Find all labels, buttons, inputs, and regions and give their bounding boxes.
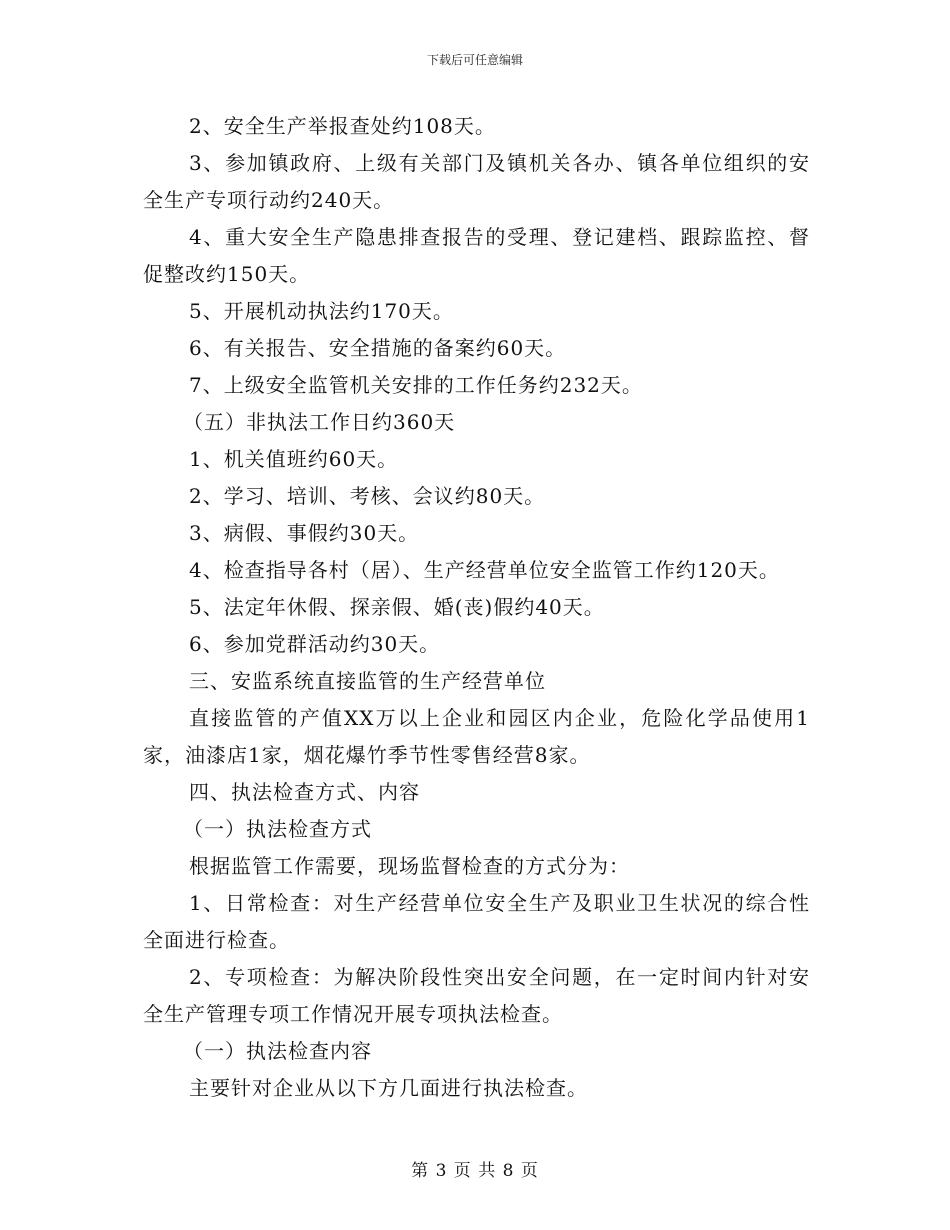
- paragraph: 6、有关报告、安全措施的备案约60天。: [189, 336, 567, 360]
- paragraph: 2、学习、培训、考核、会议约80天。: [189, 484, 546, 508]
- paragraph: 直接监管的产值XX万以上企业和园区内企业，危险化学品使用1家，油漆店1家，烟花爆竹季节性零售经营8家。: [143, 706, 810, 767]
- paragraph: 5、法定年休假、探亲假、婚(丧)假约40天。: [189, 595, 605, 619]
- paragraph: 5、开展机动执法约170天。: [189, 299, 454, 323]
- page-number-footer: 第 3 页 共 8 页: [411, 1161, 539, 1181]
- paragraph: 2、安全生产举报查处约108天。: [189, 114, 496, 138]
- paragraph: 2、专项检查：为解决阶段性突出安全问题，在一定时间内针对安全生产管理专项工作情况开展专项执法检查。: [143, 965, 810, 1026]
- paragraph: 3、病假、事假约30天。: [189, 521, 420, 545]
- paragraph: 主要针对企业从以下方几面进行执法检查。: [189, 1076, 588, 1100]
- paragraph: 根据监管工作需要，现场监督检查的方式分为：: [189, 854, 630, 878]
- paragraph: 4、检查指导各村（居）、生产经营单位安全监管工作约120天。: [189, 558, 780, 582]
- section-heading: 四、执法检查方式、内容: [189, 780, 420, 804]
- paragraph: 3、参加镇政府、上级有关部门及镇机关各办、镇各单位组织的安全生产专项行动约240天。: [143, 151, 810, 212]
- paragraph: 7、上级安全监管机关安排的工作任务约232天。: [189, 373, 643, 397]
- paragraph: 6、参加党群活动约30天。: [189, 632, 441, 656]
- section-heading: （五）非执法工作日约360天: [183, 410, 456, 434]
- paragraph: 1、日常检查：对生产经营单位安全生产及职业卫生状况的综合性全面进行检查。: [143, 891, 810, 952]
- page-header: 下载后可任意编辑: [426, 53, 523, 67]
- paragraph: 1、机关值班约60天。: [189, 447, 399, 471]
- paragraph: 4、重大安全生产隐患排查报告的受理、登记建档、跟踪监控、督促整改约150天。: [143, 225, 810, 286]
- document-body: [143, 108, 810, 1107]
- subsection-heading: （一）执法检查方式: [183, 817, 372, 841]
- subsection-heading: （一）执法检查内容: [183, 1039, 372, 1063]
- section-heading: 三、安监系统直接监管的生产经营单位: [189, 669, 546, 693]
